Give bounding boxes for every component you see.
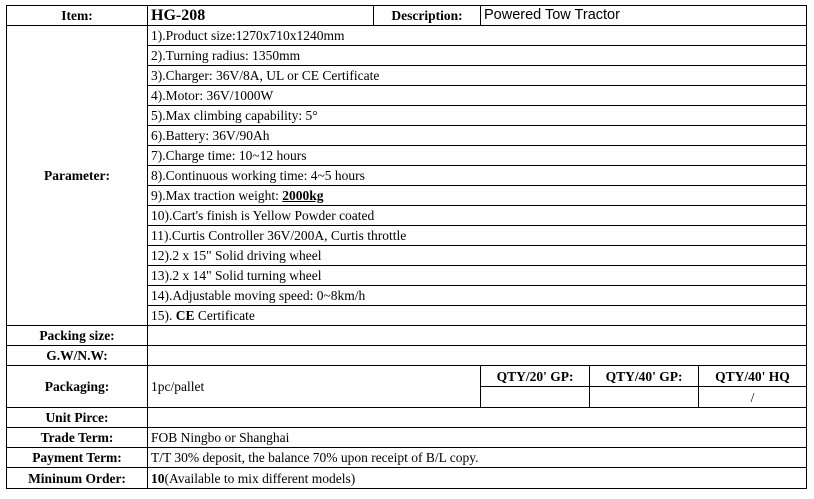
- param-row-3: 3).Charger: 36V/8A, UL or CE Certificate: [148, 66, 806, 86]
- param-row-7: 7).Charge time: 10~12 hours: [148, 146, 806, 166]
- minimum-order-label: Mininum Order:: [7, 468, 148, 488]
- minimum-order-qty: 10: [151, 470, 165, 486]
- qty-40gp-header: QTY/40' GP:: [590, 366, 699, 387]
- param-row-15-suffix: Certificate: [194, 308, 255, 323]
- param-row-15: [148, 306, 806, 326]
- product-spec-sheet: [6, 5, 807, 489]
- description-value: Powered Tow Tractor: [481, 6, 806, 26]
- gw-nw-value: [148, 346, 806, 366]
- packaging-value: 1pc/pallet: [148, 366, 481, 408]
- payment-term-value: T/T 30% deposit, the balance 70% upon receipt of B/L copy.: [148, 448, 806, 468]
- trade-term-label: Trade Term:: [7, 428, 148, 448]
- param-row-6: 6).Battery: 36V/90Ah: [148, 126, 806, 146]
- param-row-8: 8).Continuous working time: 4~5 hours: [148, 166, 806, 186]
- trade-term-value: FOB Ningbo or Shanghai: [148, 428, 806, 448]
- parameter-label: Parameter:: [7, 26, 148, 326]
- gw-nw-label: G.W/N.W:: [7, 346, 148, 366]
- item-number: HG-208: [148, 6, 374, 26]
- qty-40hq-value: /: [699, 387, 806, 408]
- param-row-1: 1).Product size:1270x710x1240mm: [148, 26, 806, 46]
- unit-price-value: [148, 408, 806, 428]
- param-row-5: 5).Max climbing capability: 5°: [148, 106, 806, 126]
- param-row-9-prefix: 9).Max traction weight:: [151, 188, 283, 203]
- minimum-order-note: (Available to mix different models): [164, 470, 356, 486]
- minimum-order-value: [148, 468, 806, 488]
- packing-size-value: [148, 326, 806, 346]
- param-row-13: 13).2 x 14" Solid turning wheel: [148, 266, 806, 286]
- packing-size-label: Packing size:: [7, 326, 148, 346]
- payment-term-label: Payment Term:: [7, 448, 148, 468]
- param-row-11: 11).Curtis Controller 36V/200A, Curtis throttle: [148, 226, 806, 246]
- qty-20gp-value: [481, 387, 590, 408]
- param-row-12: 12).2 x 15" Solid driving wheel: [148, 246, 806, 266]
- param-row-15-prefix: 15).: [151, 308, 176, 323]
- item-label: Item:: [7, 6, 148, 26]
- max-traction-value: 2000kg: [282, 188, 324, 203]
- qty-40hq-header: QTY/40' HQ: [699, 366, 806, 387]
- qty-20gp-header: QTY/20' GP:: [481, 366, 590, 387]
- param-row-10: 10).Cart's finish is Yellow Powder coated: [148, 206, 806, 226]
- ce-text: CE: [175, 308, 195, 323]
- packaging-label: Packaging:: [7, 366, 148, 408]
- description-label: Description:: [374, 6, 481, 26]
- param-row-14: 14).Adjustable moving speed: 0~8km/h: [148, 286, 806, 306]
- param-row-9: [148, 186, 806, 206]
- unit-price-label: Unit Pirce:: [7, 408, 148, 428]
- param-row-4: 4).Motor: 36V/1000W: [148, 86, 806, 106]
- qty-40gp-value: [590, 387, 699, 408]
- param-row-2: 2).Turning radius: 1350mm: [148, 46, 806, 66]
